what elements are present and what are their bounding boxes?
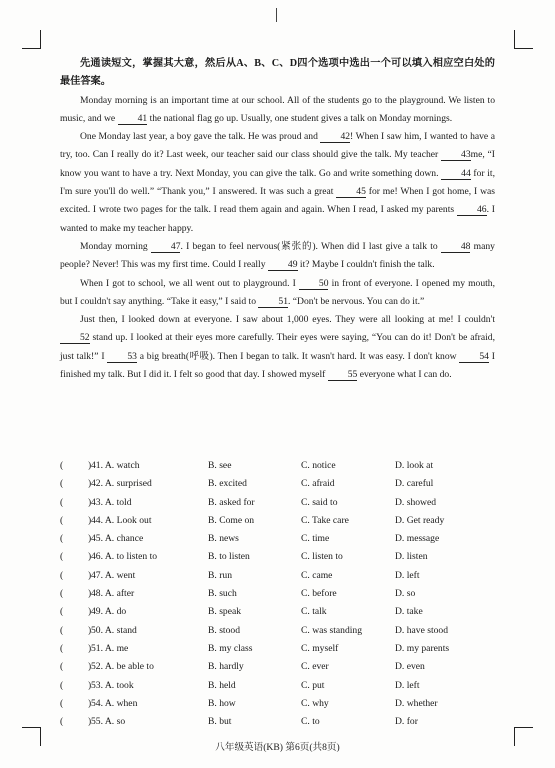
answer-paren-right[interactable]: ): [88, 551, 92, 563]
answer-options: [60, 457, 495, 731]
option-a: 41. A. watch: [91, 460, 140, 471]
option-c: C. myself: [301, 642, 339, 654]
answer-paren-right[interactable]: ): [88, 606, 92, 618]
answer-paren-right[interactable]: ): [88, 679, 92, 691]
option-row: [60, 530, 495, 548]
option-row: [60, 585, 495, 603]
instructions: 先通读短文，掌握其大意，然后从A、B、C、D四个选项中选出一个可以填入相应空白处的最佳答案。: [60, 58, 495, 88]
option-c: C. came: [301, 569, 333, 581]
option-c: C. Take care: [301, 514, 349, 526]
blank-46: 46: [457, 204, 487, 216]
option-c: C. put: [301, 679, 325, 691]
option-a: 47. A. went: [91, 569, 136, 581]
answer-paren-right[interactable]: ): [88, 478, 92, 490]
option-b: B. such: [208, 588, 237, 600]
answer-paren-left[interactable]: (: [60, 460, 64, 471]
crop-mark-top-right: [514, 30, 533, 49]
option-d: D. Get ready: [395, 514, 445, 526]
option-b: B. stood: [208, 624, 240, 636]
option-row: [60, 603, 495, 621]
answer-paren-left[interactable]: (: [60, 697, 64, 709]
option-d: D. so: [395, 588, 416, 600]
blank-47: 47: [151, 241, 181, 253]
answer-paren-right[interactable]: ): [88, 716, 92, 728]
paragraph-5: Just then, I looked down at everyone. I saw about 1,000 eyes. They were all looking at me! I couldn't 52 stand up. I looked at their eyes more carefully. Their eyes were saying, “You can do it! Don't be afraid, just talk!” I 53 a big breath(呼吸). Then I began to talk. It wasn't hard. It was easy. I don't know 54 I finished my talk. But I did it. I felt so good that day. I showed myself 55 everyone what I can do.: [60, 314, 495, 381]
option-d: D. message: [395, 533, 440, 545]
option-b: B. Come on: [208, 514, 255, 526]
option-row: [60, 475, 495, 493]
answer-paren-left[interactable]: (: [60, 478, 64, 490]
option-a: 42. A. surprised: [91, 478, 152, 490]
blank-52: 52: [60, 332, 90, 344]
option-row: [60, 457, 495, 475]
option-a: 52. A. be able to: [91, 661, 154, 673]
answer-paren-right[interactable]: ): [88, 661, 92, 673]
answer-paren-left[interactable]: (: [60, 624, 64, 636]
crop-mark-top-left: [22, 30, 41, 49]
answer-paren-left[interactable]: (: [60, 642, 64, 654]
option-row: [60, 567, 495, 585]
blank-55: 55: [328, 369, 358, 381]
option-row: [60, 512, 495, 530]
answer-paren-left[interactable]: (: [60, 679, 64, 691]
option-b: B. run: [208, 569, 232, 581]
option-c: C. time: [301, 533, 330, 545]
option-a: 49. A. do: [91, 606, 127, 618]
blank-51: 51: [258, 296, 288, 308]
option-c: C. to: [301, 716, 320, 728]
paragraph-3: Monday morning 47. I began to feel nervous(紧张的). When did I last give a talk to 48 many people? Never! This was my first time. Could I really 49 it? Maybe I couldn't finish the talk.: [60, 240, 495, 271]
option-b: B. to listen: [208, 551, 250, 563]
answer-paren-right[interactable]: ): [88, 533, 92, 545]
page-footer: 八年级英语(KB) 第6页(共8页): [215, 742, 340, 753]
option-a: 54. A. when: [91, 697, 138, 709]
option-c: C. ever: [301, 661, 329, 673]
answer-paren-right[interactable]: ): [88, 569, 92, 581]
blank-42: 42: [320, 131, 350, 143]
paragraph-1: Monday morning is an important time at our school. All of the students go to the playground. We listen to music, and we 41 the national flag go up. Usually, one student gives a talk on Monday mornings.: [60, 94, 495, 124]
option-c: C. said to: [301, 496, 338, 508]
option-d: D. look at: [395, 460, 434, 471]
option-b: B. news: [208, 533, 239, 545]
option-a: 45. A. chance: [91, 533, 144, 545]
option-d: D. have stood: [395, 624, 449, 636]
option-b: B. held: [208, 679, 236, 691]
blank-41: 41: [118, 113, 148, 125]
reading-passage: [60, 55, 495, 384]
option-a: 44. A. Look out: [91, 514, 152, 526]
answer-paren-left[interactable]: (: [60, 569, 64, 581]
option-c: C. talk: [301, 606, 327, 618]
option-d: D. whether: [395, 697, 438, 709]
answer-paren-left[interactable]: (: [60, 588, 64, 600]
answer-paren-right[interactable]: ): [88, 514, 92, 526]
option-d: D. showed: [395, 496, 437, 508]
option-a: 46. A. to listen to: [91, 551, 158, 563]
answer-paren-left[interactable]: (: [60, 716, 64, 728]
option-d: D. even: [395, 661, 425, 673]
answer-paren-right[interactable]: ): [88, 496, 92, 508]
option-row: [60, 548, 495, 566]
answer-paren-left[interactable]: (: [60, 551, 64, 563]
blank-45: 45: [336, 186, 366, 198]
blank-54: 54: [459, 351, 489, 363]
fold-mark: [276, 8, 277, 22]
option-a: 48. A. after: [91, 588, 135, 600]
blank-44: 44: [441, 168, 471, 180]
option-row: [60, 677, 495, 695]
option-d: D. my parents: [395, 642, 450, 654]
answer-paren-left[interactable]: (: [60, 661, 64, 673]
answer-paren-left[interactable]: (: [60, 533, 64, 545]
paragraph-2: One Monday last year, a boy gave the talk. He was proud and 42! When I saw him, I wanted to have a try, too. Can I really do it? Last week, our teacher said our class should give the talk. My teacher 43me, “I know you want to have a try. Next Monday, you can give the talk. Go and write something down. 44 for it, I'm sure you'll do well.” “Thank you,” I answered. It was such a great 45 for me! When I got home, I was excited. I wrote two pages for the talk. I read them again and again. When I read, I asked my parents 46. I wanted to make my teacher happy.: [60, 131, 495, 234]
answer-paren-right[interactable]: ): [88, 588, 92, 600]
option-c: C. was standing: [301, 624, 363, 636]
option-d: D. listen: [395, 551, 428, 563]
answer-paren-left[interactable]: (: [60, 606, 64, 618]
option-c: C. why: [301, 697, 329, 709]
option-a: 43. A. told: [91, 496, 132, 508]
blank-49: 49: [268, 259, 298, 271]
option-d: D. left: [395, 569, 420, 581]
answer-paren-right[interactable]: ): [88, 697, 92, 709]
option-d: D. for: [395, 716, 418, 728]
option-b: B. my class: [208, 642, 253, 654]
option-d: D. careful: [395, 478, 434, 490]
option-row: [60, 695, 495, 713]
option-d: D. take: [395, 606, 423, 618]
blank-50: 50: [299, 278, 329, 290]
paragraph-4: When I got to school, we all went out to playground. I 50 in front of everyone. I opened my mouth, but I couldn't say anything. “Take it easy,” I said to 51. “Don't be nervous. You can do it.”: [60, 277, 496, 307]
option-b: B. hardly: [208, 661, 244, 673]
option-b: B. how: [208, 697, 236, 709]
option-d: D. left: [395, 679, 420, 691]
option-row: [60, 622, 495, 640]
answer-paren-right[interactable]: ): [88, 642, 92, 654]
answer-paren-right[interactable]: ): [88, 460, 92, 471]
option-a: 53. A. took: [91, 679, 134, 691]
option-b: B. asked for: [208, 496, 255, 508]
answer-paren-right[interactable]: ): [88, 624, 92, 636]
option-b: B. excited: [208, 478, 247, 490]
option-c: C. listen to: [301, 551, 343, 563]
option-a: 50. A. stand: [91, 624, 137, 636]
option-a: 55. A. so: [91, 716, 126, 728]
blank-48: 48: [441, 241, 471, 253]
option-c: C. afraid: [301, 478, 335, 490]
answer-paren-left[interactable]: (: [60, 514, 64, 526]
option-row: [60, 640, 495, 658]
option-row: [60, 713, 495, 731]
option-c: C. notice: [301, 460, 336, 471]
option-a: 51. A. me: [91, 642, 129, 654]
option-c: C. before: [301, 588, 337, 600]
option-b: B. but: [208, 716, 232, 728]
option-b: B. speak: [208, 606, 242, 618]
option-b: B. see: [208, 460, 232, 471]
blank-53: 53: [107, 351, 137, 363]
option-row: [60, 494, 495, 512]
blank-43: 43: [441, 149, 471, 161]
answer-paren-left[interactable]: (: [60, 496, 64, 508]
option-row: [60, 658, 495, 676]
